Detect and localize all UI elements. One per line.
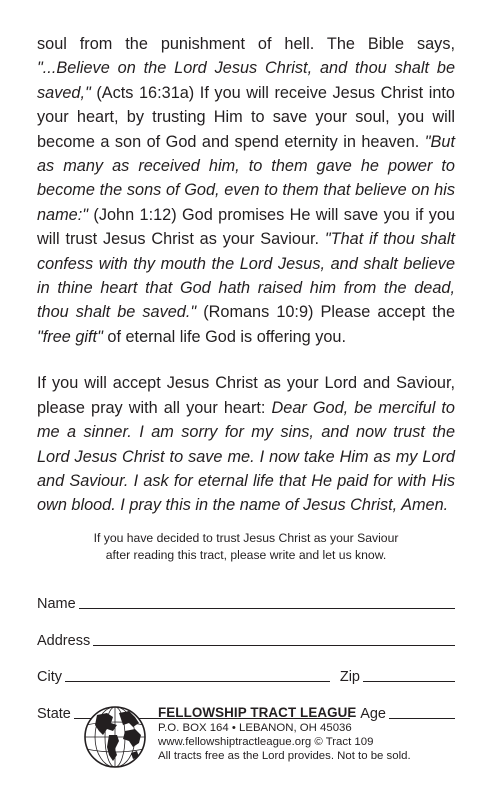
response-form xyxy=(37,576,455,722)
name-label: Name xyxy=(37,596,76,613)
prayer-text: Dear God, be merciful to me a sinner. I am sorry for my sins, and now trust the Lord Jesus Christ to save me. I now take Him as my Lord and Saviour. I ask for eternal life that He paid for with His own blood. I pray this in the name of Jesus Christ, Amen. xyxy=(37,398,455,515)
publisher-address: P.O. BOX 164 • LEBANON, OH 45036 xyxy=(158,722,352,734)
city-zip-row xyxy=(37,649,455,686)
address-label: Address xyxy=(37,632,91,649)
city-label: City xyxy=(37,669,62,686)
age-label: Age xyxy=(360,705,386,722)
text-run: If you will accept Jesus Christ as your Lord and Saviour, please pray with all your heart: xyxy=(37,374,455,417)
name-field-line[interactable] xyxy=(79,607,455,609)
publisher-notice: All tracts free as the Lord provides. Not to be sold. xyxy=(158,750,411,762)
scripture-quote: "...Believe on the Lord Jesus Christ, and thou shalt be saved," xyxy=(37,59,455,102)
gospel-paragraph xyxy=(37,32,455,349)
address-field-line[interactable] xyxy=(93,644,455,646)
scripture-quote: "That if thou shalt confess with thy mouth the Lord Jesus, and shalt believe in thine heart that God hath raised him from the dead, thou shalt be saved." xyxy=(37,230,455,322)
contact-note-line: after reading this tract, please write and let us know. xyxy=(105,547,387,562)
publisher-footer xyxy=(83,705,463,770)
contact-note xyxy=(37,530,455,564)
publisher-info xyxy=(158,705,411,763)
address-row xyxy=(37,612,455,649)
contact-note-line: If you have decided to trust Jesus Christ as your Saviour xyxy=(93,530,399,545)
state-label: State xyxy=(37,705,71,722)
prayer-paragraph xyxy=(37,371,455,517)
scripture-quote: "But as many as received him, to them gave he power to become the sons of God, even to them that believe on his name:" xyxy=(37,132,455,224)
text-run: (Romans 10:9) Please accept the xyxy=(196,303,455,322)
publisher-name: FELLOWSHIP TRACT LEAGUE xyxy=(158,705,357,720)
text-run: (John 1:12) God promises He will save you if you will trust Jesus Christ as your Saviour. xyxy=(37,205,455,249)
zip-field-line[interactable] xyxy=(363,680,455,682)
tract-page xyxy=(37,32,455,722)
globe-map-icon xyxy=(83,705,147,769)
publisher-website: www.fellowshiptractleague.org © Tract 109 xyxy=(158,736,374,748)
scripture-quote: "free gift" xyxy=(37,327,103,346)
text-run: soul from the punishment of hell. The Bible says, xyxy=(37,35,455,53)
name-row xyxy=(37,576,455,613)
text-run: of eternal life God is offering you. xyxy=(102,327,347,346)
zip-label: Zip xyxy=(339,669,360,686)
city-field-line[interactable] xyxy=(65,680,330,682)
text-run: (Acts 16:31a) If you will receive Jesus Christ into your heart, by trusting Him to save your soul, you will become a son of God and spend eternity in heaven. xyxy=(37,83,455,151)
